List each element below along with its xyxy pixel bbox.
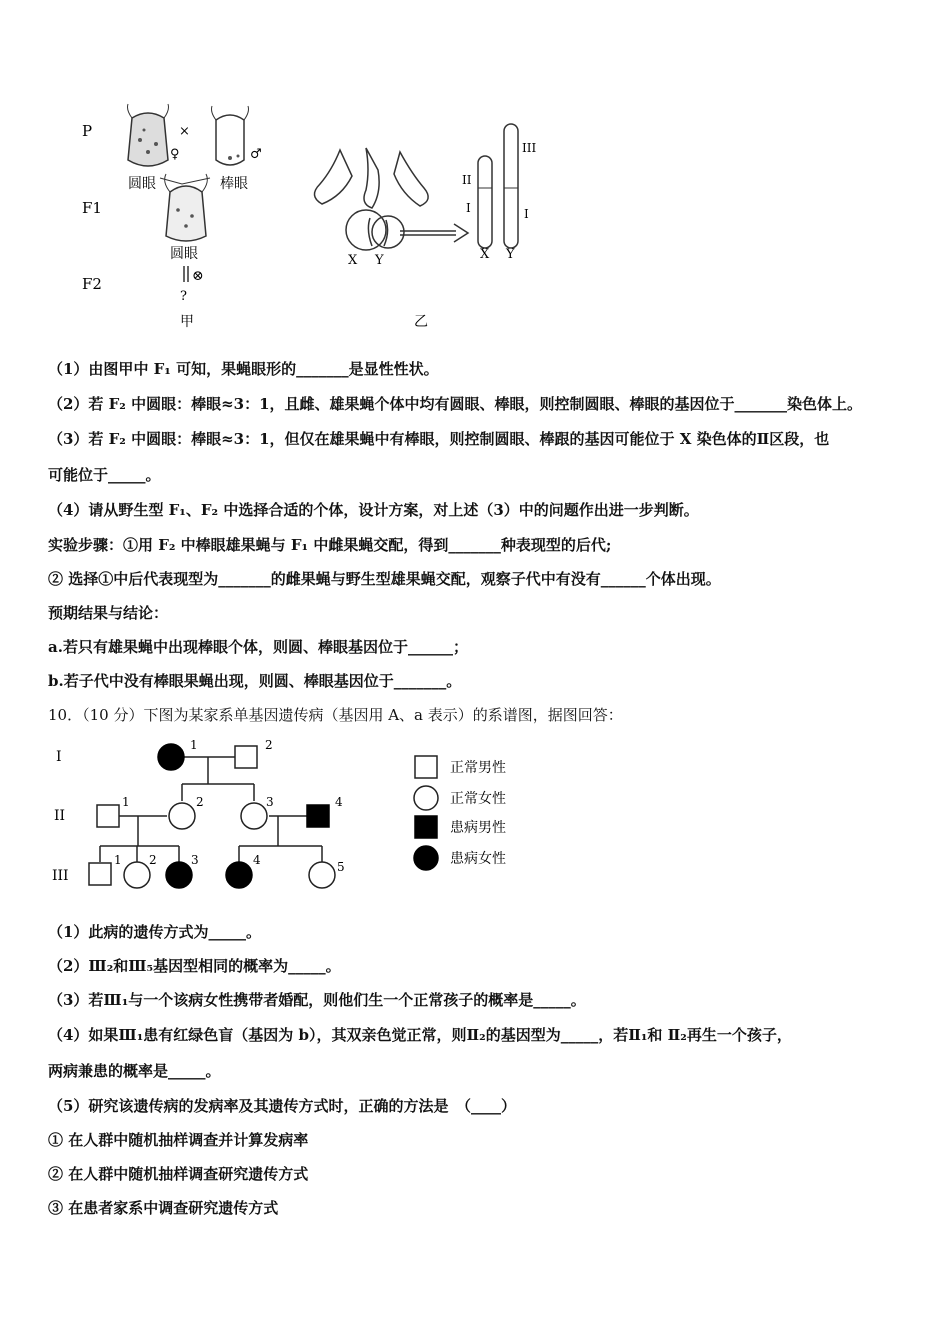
f2-question: ? [180, 289, 187, 304]
ped-I-2-normal-male [235, 746, 257, 768]
label-bar-eye: 棒眼 [220, 176, 248, 192]
ped-num-III-1: 1 [114, 853, 122, 867]
legend-affected-female: 患病女性 [450, 851, 506, 867]
label-f1-round-eye: 圆眼 [170, 246, 198, 262]
male-symbol: ♂ [250, 147, 262, 162]
legend-affected-male-icon [415, 816, 437, 838]
gen-label-p: P [82, 122, 93, 140]
q10-part2: （2）Ⅲ₂和Ⅲ₅基因型相同的概率为_____。 [48, 957, 341, 975]
q10-option3: ③ 在患者家系中调查研究遗传方式 [48, 1199, 279, 1217]
selfing-symbol: ⊗ [192, 268, 204, 284]
q10-part1: （1）此病的遗传方式为_____。 [48, 923, 261, 941]
label-round-eye: 圆眼 [128, 176, 156, 192]
ped-gen-II: II [54, 808, 66, 824]
ped-gen-I: I [56, 749, 62, 765]
arrow-right-icon [400, 224, 468, 242]
q9-part3b: 可能位于_____。 [48, 466, 161, 484]
q9-result-title: 预期结果与结论： [48, 604, 169, 622]
q10-part5: （5）研究该遗传病的发病率及其遗传方式时，正确的方法是 （____） [48, 1097, 516, 1115]
ped-III-5-normal-female [309, 862, 335, 888]
q9-step1: 实验步骤：①用 F₂ 中棒眼雄果蝇与 F₁ 中雌果蝇交配，得到_______种表现型的后代; [48, 536, 612, 554]
q9-part1: （1）由图甲中 F₁ 可知，果蝇眼形的_______是显性性状。 [48, 360, 439, 378]
q9-result-a: a.若只有雄果蝇中出现棒眼个体，则圆、棒眼基因位于______； [48, 638, 468, 656]
female-symbol: ♀ [170, 147, 180, 162]
pair-label-x: X [348, 253, 358, 268]
fly-female-icon [128, 104, 169, 166]
figure-jia-yi [70, 100, 590, 335]
ped-num-II-1: 1 [122, 795, 130, 809]
ped-II-3-normal-female [241, 803, 267, 829]
ped-II-2-normal-female [169, 803, 195, 829]
q9-result-b: b.若子代中没有棒眼果蝇出现，则圆、棒眼基因位于_______。 [48, 672, 462, 690]
q10-title: 10．（10 分）下图为某家系单基因遗传病（基因用 A、a 表示）的系谱图，据图回答： [48, 706, 623, 724]
ped-num-III-2: 2 [149, 853, 157, 867]
ped-num-III-4: 4 [253, 853, 261, 867]
y-chromosome-icon [504, 124, 518, 248]
legend-normal-male-icon [415, 756, 437, 778]
q9-part4: （4）请从野生型 F₁、F₂ 中选择合适的个体，设计方案，对上述（3）中的问题作出进一步判断。 [48, 501, 699, 519]
ped-III-3-affected-female [166, 862, 192, 888]
legend-affected-female-icon [414, 846, 438, 870]
chrom-label-y: Y [506, 247, 515, 262]
x-chromosome-icon [478, 156, 492, 248]
q9-step2: ② 选择①中后代表现型为_______的雌果蝇与野生型雄果蝇交配，观察子代中有没有______个体出现。 [48, 570, 721, 588]
ped-num-I-2: 2 [265, 738, 273, 752]
region-label-II: II [462, 173, 472, 187]
q10-part4b: 两病兼患的概率是_____。 [48, 1062, 221, 1080]
legend-normal-female-icon [414, 786, 438, 810]
caption-jia: 甲 [180, 314, 194, 330]
fly-f1-icon [165, 174, 208, 241]
fly-male-icon [212, 106, 249, 165]
ped-III-4-affected-female [226, 862, 252, 888]
q10-option2: ② 在人群中随机抽样调查研究遗传方式 [48, 1165, 309, 1183]
chrom-label-x: X [480, 247, 490, 262]
ped-num-II-3: 3 [266, 795, 274, 809]
caption-yi: 乙 [414, 314, 428, 330]
q10-part4a: （4）如果Ⅲ₁患有红绿色盲（基因为 b），其双亲色觉正常，则Ⅱ₂的基因型为_____，若Ⅱ₁和 Ⅱ₂再生一个孩子， [48, 1026, 792, 1044]
ped-num-I-1: 1 [190, 738, 198, 752]
ped-II-1-normal-male [97, 805, 119, 827]
ped-II-4-affected-male [307, 805, 329, 827]
ped-num-III-3: 3 [191, 853, 199, 867]
ped-num-III-5: 5 [337, 860, 345, 874]
cross-symbol: × [179, 124, 190, 139]
gen-label-f2: F2 [82, 275, 102, 293]
q10-option1: ① 在人群中随机抽样调查并计算发病率 [48, 1131, 309, 1149]
q10-part3: （3）若Ⅲ₁与一个该病女性携带者婚配，则他们生一个正常孩子的概率是_____。 [48, 991, 586, 1009]
ped-I-1-affected-female [158, 744, 184, 770]
ped-num-II-2: 2 [196, 795, 204, 809]
pedigree-chart [40, 730, 560, 900]
q9-part2: （2）若 F₂ 中圆眼：棒眼≈3：1，且雌、雄果蝇个体中均有圆眼、棒眼，则控制圆眼、棒眼的基因位于_______染色体上。 [48, 395, 863, 413]
q9-part3a: （3）若 F₂ 中圆眼：棒眼≈3：1，但仅在雄果蝇中有棒眼，则控制圆眼、棒跟的基因可能位于 X 染色体的Ⅱ区段，也 [48, 430, 830, 448]
legend-affected-male: 患病男性 [450, 820, 506, 836]
ped-num-II-4: 4 [335, 795, 343, 809]
ped-gen-III: III [52, 868, 69, 884]
gen-label-f1: F1 [82, 199, 102, 217]
region-label-I-y: I [524, 207, 529, 221]
ped-III-2-normal-female [124, 862, 150, 888]
region-label-I-x: I [466, 201, 471, 215]
pair-label-y: Y [375, 253, 384, 268]
region-label-III: III [522, 141, 537, 155]
ped-III-1-normal-male [89, 863, 111, 885]
legend-normal-female: 正常女性 [450, 791, 506, 807]
legend-normal-male: 正常男性 [450, 760, 506, 776]
